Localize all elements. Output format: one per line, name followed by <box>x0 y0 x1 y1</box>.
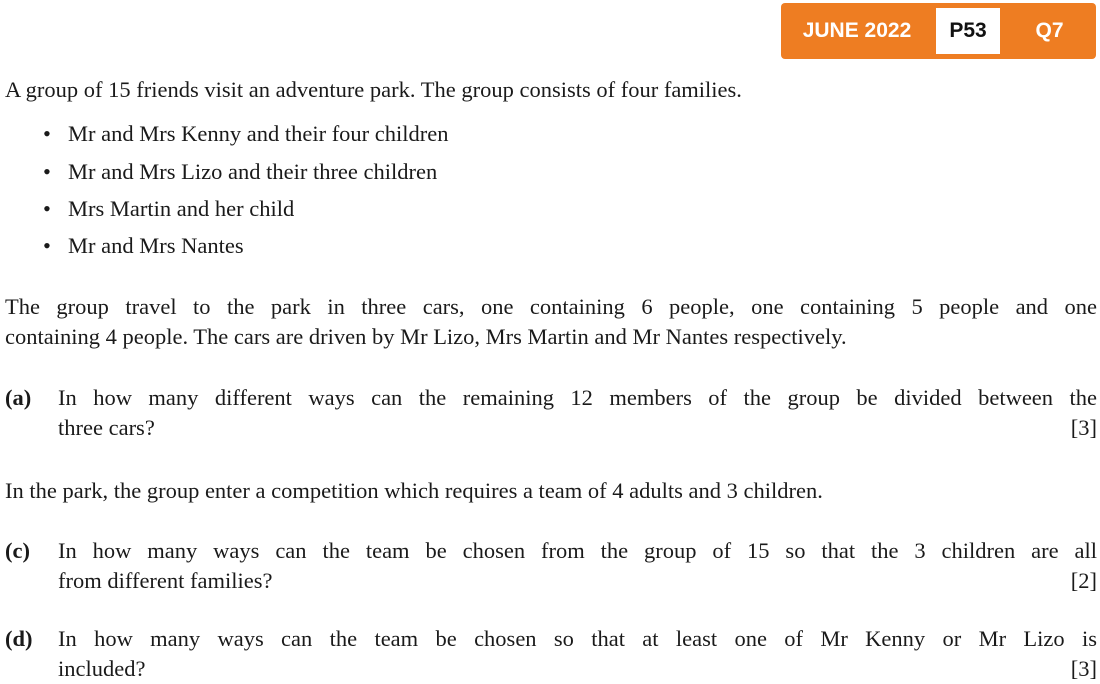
part-d-marks: [3] <box>1070 656 1097 681</box>
exam-session-label: JUNE 2022 <box>802 19 912 42</box>
intro-paragraph: A group of 15 friends visit an adventure park. The group consists of four families. <box>5 77 742 102</box>
part-a-line-2: three cars? <box>58 415 155 440</box>
part-a-label: (a) <box>5 385 32 410</box>
part-c-marks: [2] <box>1070 568 1097 593</box>
part-c-line-1: In how many ways can the team be chosen from the group of 15 so that the 3 children are all <box>58 538 1097 563</box>
part-c-label: (c) <box>5 538 30 563</box>
cars-line-1: The group travel to the park in three cars, one containing 6 people, one containing 5 people and one <box>5 294 1097 319</box>
bullet-icon: • <box>43 196 51 221</box>
family-item-kenny: Mr and Mrs Kenny and their four children <box>68 121 449 146</box>
family-item-martin: Mrs Martin and her child <box>68 196 295 221</box>
part-a-line-1: In how many different ways can the remaining 12 members of the group be divided between the <box>58 385 1097 410</box>
bullet-icon: • <box>43 121 51 146</box>
bullet-icon: • <box>43 233 51 258</box>
family-item-nantes: Mr and Mrs Nantes <box>68 233 244 258</box>
paper-number-label: P53 <box>936 8 1000 54</box>
part-d-line-1: In how many ways can the team be chosen so that at least one of Mr Kenny or Mr Lizo is <box>58 626 1097 651</box>
cars-line-2: containing 4 people. The cars are driven by Mr Lizo, Mrs Martin and Mr Nantes respectively. <box>5 324 847 349</box>
part-a-marks: [3] <box>1070 415 1097 440</box>
competition-paragraph: In the park, the group enter a competition which requires a team of 4 adults and 3 children. <box>5 478 823 503</box>
question-reference-badge <box>781 3 1096 59</box>
family-item-lizo: Mr and Mrs Lizo and their three children <box>68 159 438 184</box>
bullet-icon: • <box>43 159 51 184</box>
part-c-line-2: from different families? <box>58 568 273 593</box>
part-d-label: (d) <box>5 626 33 651</box>
question-number-label: Q7 <box>1035 19 1064 42</box>
part-d-line-2: included? <box>58 656 146 681</box>
